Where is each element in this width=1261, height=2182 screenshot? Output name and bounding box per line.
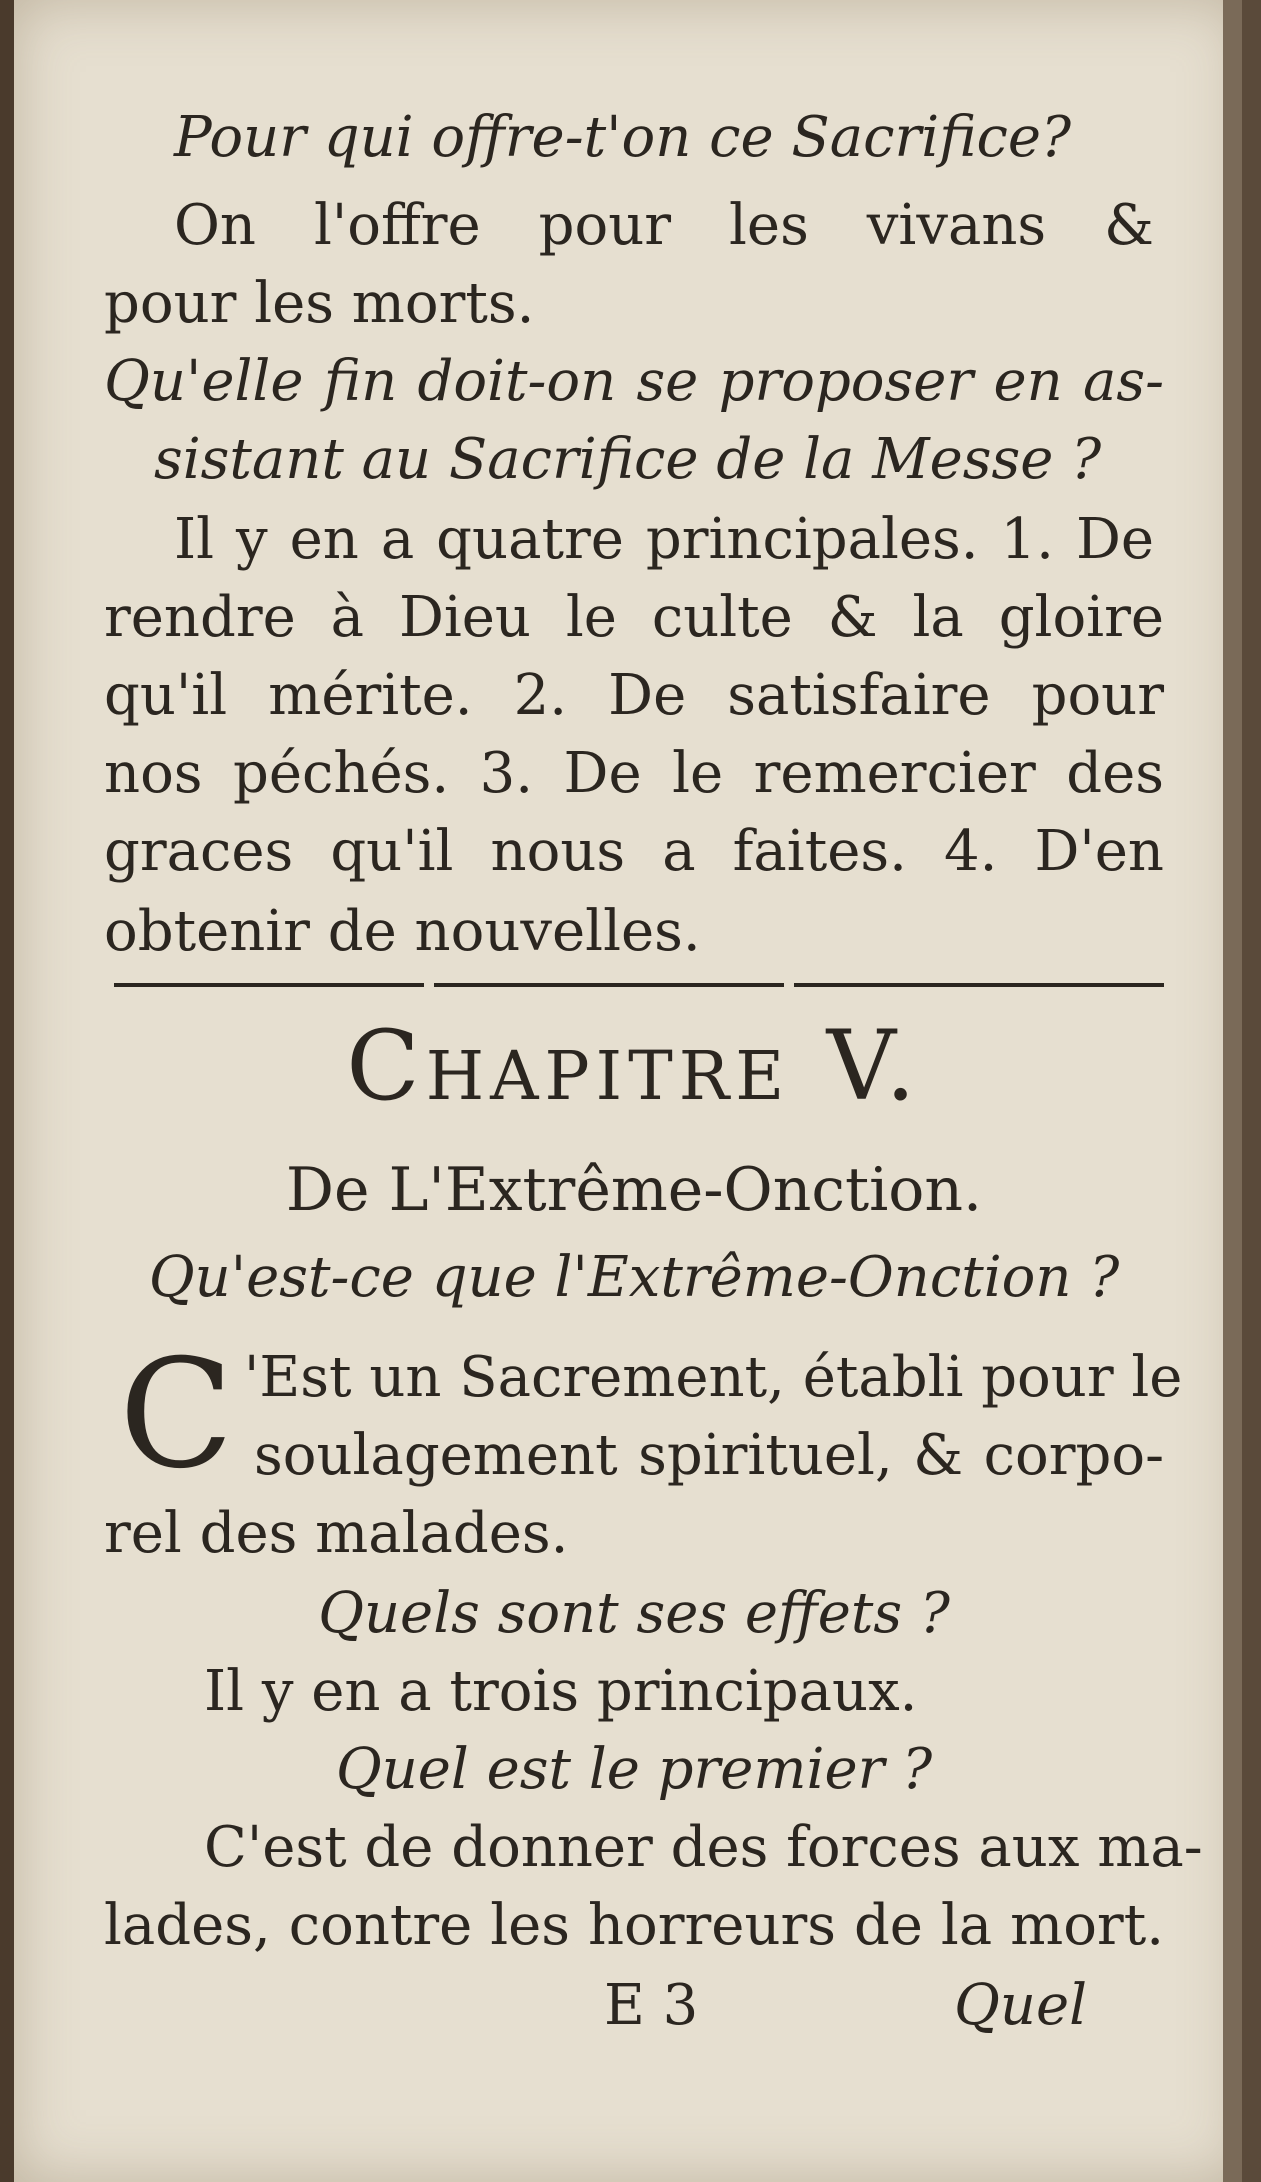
- answer-line: Il y en a trois principaux.: [204, 1659, 918, 1724]
- chapter-subtitle: De L'Extrême-Onction.: [285, 1155, 983, 1225]
- answer-line: C'est de donner des forces aux ma-: [204, 1815, 1203, 1880]
- answer-line: rel des malades.: [104, 1501, 569, 1566]
- question-fin-cont: sistant au Sacrifice de la Messe ?: [154, 427, 1102, 492]
- drop-cap: C: [119, 1328, 234, 1502]
- question-fin: Qu'elle fin doit-on se proposer en as-: [104, 349, 1164, 414]
- answer-line: soulagement spirituel, & corpo-: [254, 1423, 1164, 1488]
- question-premier: Quel est le premier ?: [335, 1737, 933, 1802]
- ornamental-rule: [434, 983, 784, 987]
- answer-line: 'Est un Sacrement, établi pour le: [244, 1345, 1183, 1410]
- answer-line: obtenir de nouvelles.: [104, 899, 701, 964]
- answer-line: pour les morts.: [104, 271, 535, 336]
- chapter-question: Qu'est-ce que l'Extrême-Onction ?: [148, 1245, 1120, 1310]
- book-page: [14, 0, 1242, 2182]
- book-binding: [0, 0, 14, 2182]
- ornamental-rule: [114, 983, 424, 987]
- answer-line: qu'il mérite. 2. De satisfaire pour: [104, 663, 1164, 728]
- signature-mark: E 3: [604, 1973, 699, 2038]
- question-sacrifice: Pour qui offre-t'on ce Sacrifice?: [174, 105, 1072, 170]
- chapter-title: Chapitre V.: [346, 1010, 922, 1122]
- answer-line: lades, contre les horreurs de la mort.: [104, 1893, 1164, 1958]
- page-edge: [1223, 0, 1242, 2182]
- answer-line: On l'offre pour les vivans &: [174, 193, 1154, 258]
- ornamental-rule: [794, 983, 1164, 987]
- answer-line: Il y en a quatre principales. 1. De: [174, 507, 1154, 572]
- answer-line: rendre à Dieu le culte & la gloire: [104, 585, 1164, 650]
- answer-line: graces qu'il nous a faites. 4. D'en: [104, 819, 1164, 884]
- answer-line: nos péchés. 3. De le remercier des: [104, 741, 1164, 806]
- question-effets: Quels sont ses effets ?: [318, 1581, 950, 1646]
- catchword: Quel: [954, 1973, 1088, 2038]
